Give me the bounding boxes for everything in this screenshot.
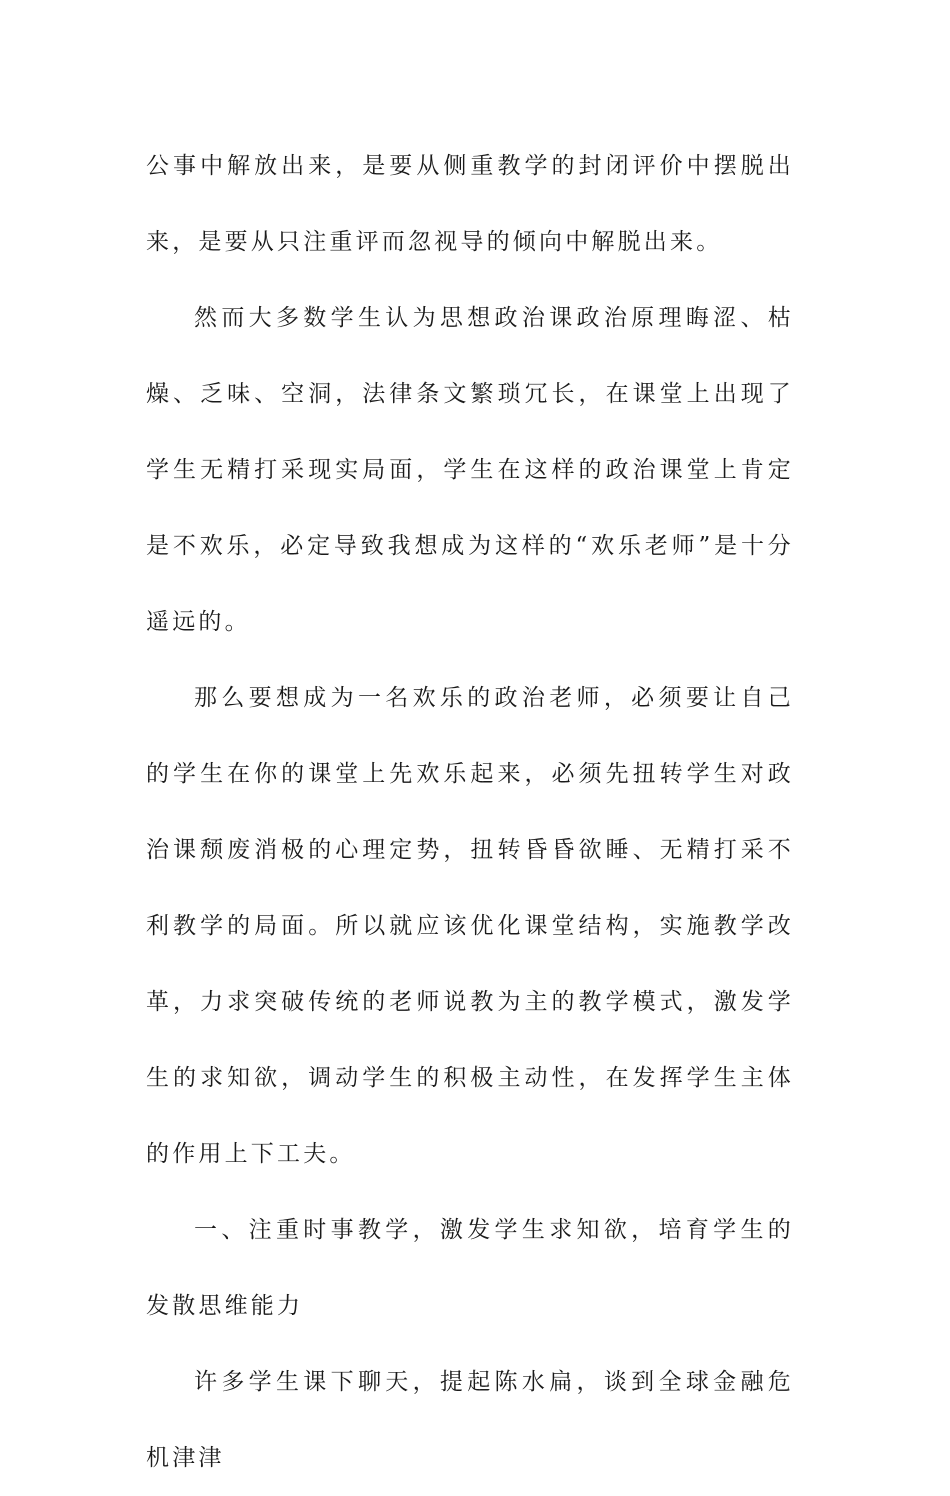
paragraph-student-perception: 然而大多数学生认为思想政治课政治原理晦涩、枯燥、乏味、空洞，法律条文繁琐冗长，在课堂上出现了学生无精打采现实局面，学生在这样的政治课堂上肯定是不欢乐，必定导致我想成为这样的“欢乐老师”是十分遥远的。 (146, 305, 794, 635)
paragraph-happy-teacher: 那么要想成为一名欢乐的政治老师，必须要让自己的学生在你的课堂上先欢乐起来，必须先扭转学生对政治课颓废消极的心理定势，扭转昏昏欲睡、无精打采不利教学的局面。所以就应该优化课堂结构，实施教学改革，力求突破传统的老师说教为主的教学模式，激发学生的求知欲，调动学生的积极主动性，在发挥学生主体的作用上下工夫。 (146, 685, 794, 1167)
paragraph-continuation: 公事中解放出来，是要从侧重教学的封闭评价中摆脱出来，是要从只注重评而忽视导的倾向中解脱出来。 (146, 153, 794, 255)
document-body (146, 128, 794, 1496)
section-heading-current-affairs: 一、注重时事教学，激发学生求知欲，培育学生的发散思维能力 (146, 1217, 794, 1319)
paragraph-student-chat: 许多学生课下聊天，提起陈水扁，谈到全球金融危机津津 (146, 1369, 794, 1471)
